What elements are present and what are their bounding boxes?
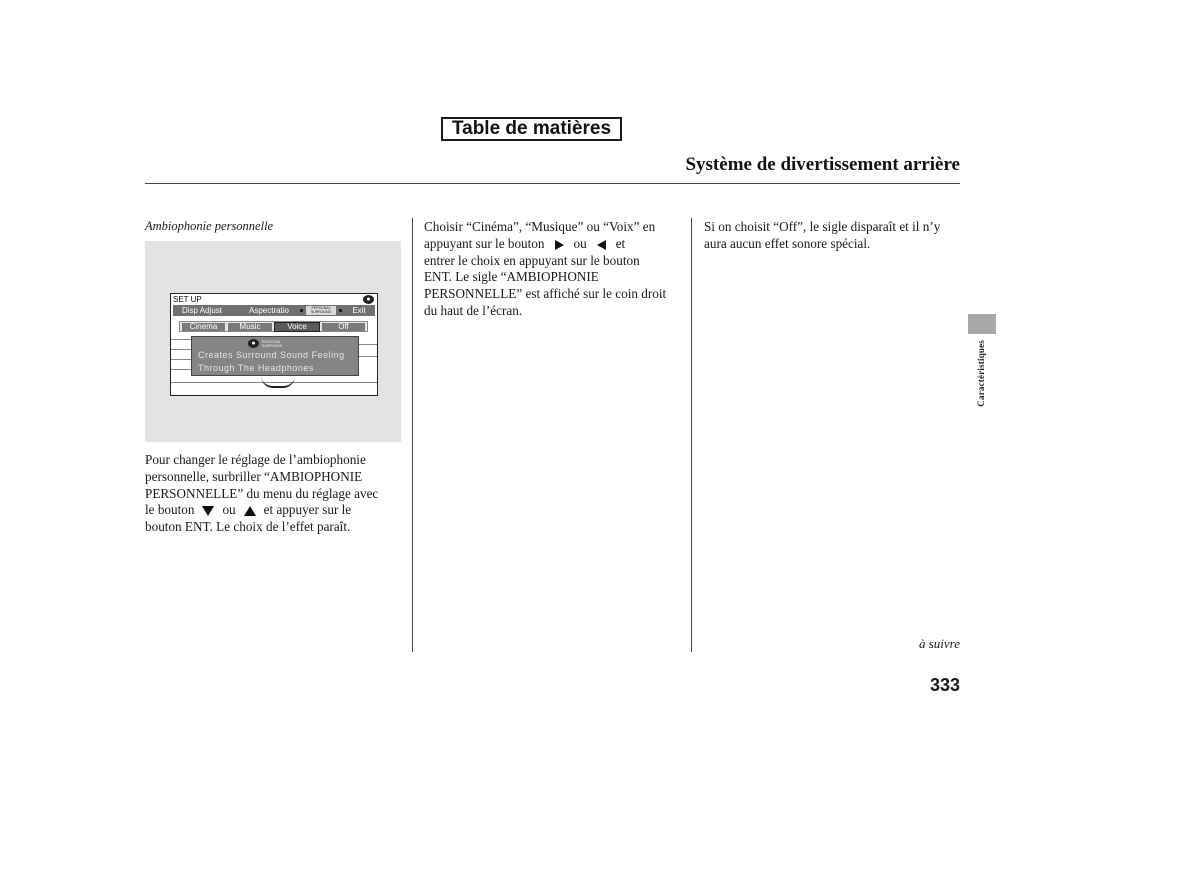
triangle-down-icon bbox=[202, 506, 214, 516]
table-of-contents-button[interactable]: Table de matières bbox=[441, 117, 622, 141]
triangle-up-icon bbox=[244, 506, 256, 516]
deco-line bbox=[359, 356, 378, 357]
option-voice: Voice bbox=[275, 323, 319, 331]
text-line: Choisir “Cinéma”, “Musique” ou “Voix” en bbox=[424, 219, 656, 234]
triangle-right-icon bbox=[555, 240, 564, 250]
arrow-marker-icon bbox=[300, 309, 303, 312]
text-line: ENT. Le sigle “AMBIOPHONIE bbox=[424, 269, 599, 285]
deco-line bbox=[171, 349, 191, 350]
text-line: personnelle, surbriller “AMBIOPHONIE bbox=[145, 468, 363, 484]
text-line: Si on choisit “Off”, le sigle disparaît et il n’y bbox=[704, 219, 941, 234]
text-line: entrer le choix en appuyant sur le bouton bbox=[424, 252, 640, 268]
continued-note: à suivre bbox=[918, 636, 960, 651]
text-line: appuyant sur le bouton ou et bbox=[424, 235, 626, 251]
column-divider-1 bbox=[412, 218, 413, 652]
middle-column-text bbox=[424, 219, 686, 320]
deco-line bbox=[171, 369, 191, 370]
text-line: du haut de l’écran. bbox=[424, 302, 523, 318]
option-cinema: Cinema bbox=[182, 323, 225, 331]
surround-info-box bbox=[191, 336, 359, 376]
page-number: 333 bbox=[929, 675, 960, 695]
text-line: bouton ENT. Le choix de l’effet paraît. bbox=[145, 519, 351, 535]
screen-menu-bar bbox=[173, 305, 375, 316]
personal-surround-badge: PERSONAL SURROUND bbox=[306, 306, 336, 315]
info-logo-label: PERSONAL SURROUND bbox=[262, 340, 283, 348]
column-divider-2 bbox=[691, 218, 692, 652]
menu-disp-adjust: Disp Adjust bbox=[181, 306, 223, 315]
info-line-2: Through The Headphones bbox=[198, 363, 314, 373]
screen-title: SET UP bbox=[173, 295, 202, 304]
setup-screen-illustration bbox=[170, 293, 378, 396]
menu-exit: Exit bbox=[352, 306, 366, 315]
arrow-marker-icon bbox=[339, 309, 342, 312]
right-column-text bbox=[704, 219, 960, 253]
text-line: Pour changer le réglage de l’ambiophonie bbox=[145, 452, 366, 467]
surround-options-bar bbox=[179, 321, 368, 332]
header-rule bbox=[145, 183, 960, 184]
headphone-illustration-icon bbox=[261, 376, 295, 388]
info-line-1: Creates Surround Sound Feeling bbox=[198, 350, 345, 360]
text-line: PERSONNELLE” est affiché sur le coin droit bbox=[424, 286, 667, 302]
option-music: Music bbox=[228, 323, 272, 331]
figure-caption: Ambiophonie personnelle bbox=[145, 219, 274, 233]
text-line: aura aucun effet sonore spécial. bbox=[704, 235, 871, 251]
text-line: PERSONNELLE” du menu du réglage avec bbox=[145, 485, 379, 501]
surround-logo-icon: ● bbox=[363, 295, 374, 304]
deco-line bbox=[171, 339, 191, 340]
menu-aspectratio: Aspectratio bbox=[248, 306, 290, 315]
deco-line bbox=[171, 359, 191, 360]
chapter-tab-label: Caractéristiques bbox=[976, 340, 986, 407]
option-off: Off bbox=[322, 323, 365, 331]
triangle-left-icon bbox=[597, 240, 606, 250]
left-column-text bbox=[145, 452, 407, 536]
deco-line bbox=[359, 344, 378, 345]
chapter-tab bbox=[968, 314, 996, 334]
text-line: le bouton ou et appuyer sur le bbox=[145, 502, 352, 518]
surround-logo-icon: ● bbox=[248, 339, 259, 348]
section-title: Système de divertissement arrière bbox=[685, 154, 960, 175]
